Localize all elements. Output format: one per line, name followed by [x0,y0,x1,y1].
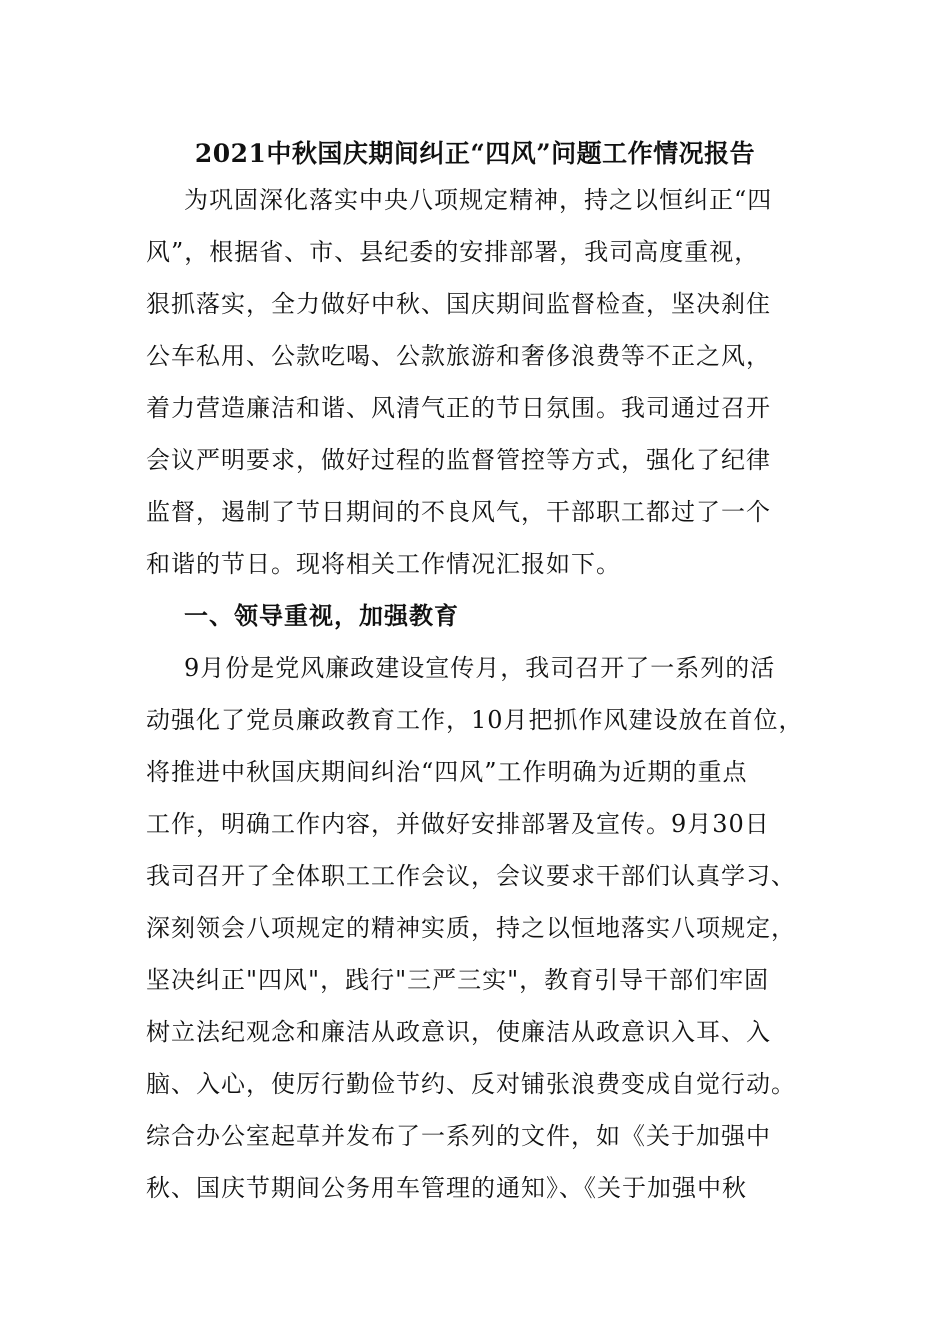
paragraph-line: 风”，根据省、市、县纪委的安排部署，我司高度重视， [146,238,760,266]
document-title: 2021中秋国庆期间纠正“四风”问题工作情况报告 [194,139,756,168]
paragraph-line: 脑、入心，使厉行勤俭节约、反对铺张浪费变成自觉行动。 [146,1070,796,1098]
paragraph-line: 为巩固深化落实中央八项规定精神，持之以恒纠正“四 [184,186,773,214]
paragraph-line: 动强化了党员廉政教育工作，10月把抓作风建设放在首位， [146,706,804,734]
section-heading: 一、领导重视，加强教育 [184,601,459,630]
paragraph-line: 综合办公室起草并发布了一系列的文件，如《关于加强中 [146,1122,771,1150]
paragraph-line: 监督，遏制了节日期间的不良风气，干部职工都过了一个 [146,498,771,526]
paragraph-line: 我司召开了全体职工工作会议，会议要求干部们认真学习、 [146,862,796,890]
paragraph-line: 秋、国庆节期间公务用车管理的通知》、《关于加强中秋 [146,1174,747,1202]
paragraph-line: 公车私用、公款吃喝、公款旅游和奢侈浪费等不正之风， [146,342,771,370]
paragraph-line: 会议严明要求，做好过程的监督管控等方式，强化了纪律 [146,446,771,474]
paragraph-line: 深刻领会八项规定的精神实质，持之以恒地落实八项规定， [146,914,796,942]
paragraph-line: 和谐的节日。现将相关工作情况汇报如下。 [146,550,621,578]
paragraph-line: 工作，明确工作内容，并做好安排部署及宣传。9月30日 [146,810,770,838]
paragraph-line: 将推进中秋国庆期间纠治“四风”工作明确为近期的重点 [146,758,748,786]
paragraph-line: 狠抓落实，全力做好中秋、国庆期间监督检查，坚决刹住 [146,290,771,318]
paragraph-line: 着力营造廉洁和谐、风清气正的节日氛围。我司通过召开 [146,394,771,422]
paragraph-line: 树立法纪观念和廉洁从政意识，使廉洁从政意识入耳、入 [146,1018,771,1046]
paragraph-line: 9月份是党风廉政建设宣传月，我司召开了一系列的活 [184,654,776,682]
paragraph-line: 坚决纠正"四风"，践行"三严三实"，教育引导干部们牢固 [146,966,770,994]
